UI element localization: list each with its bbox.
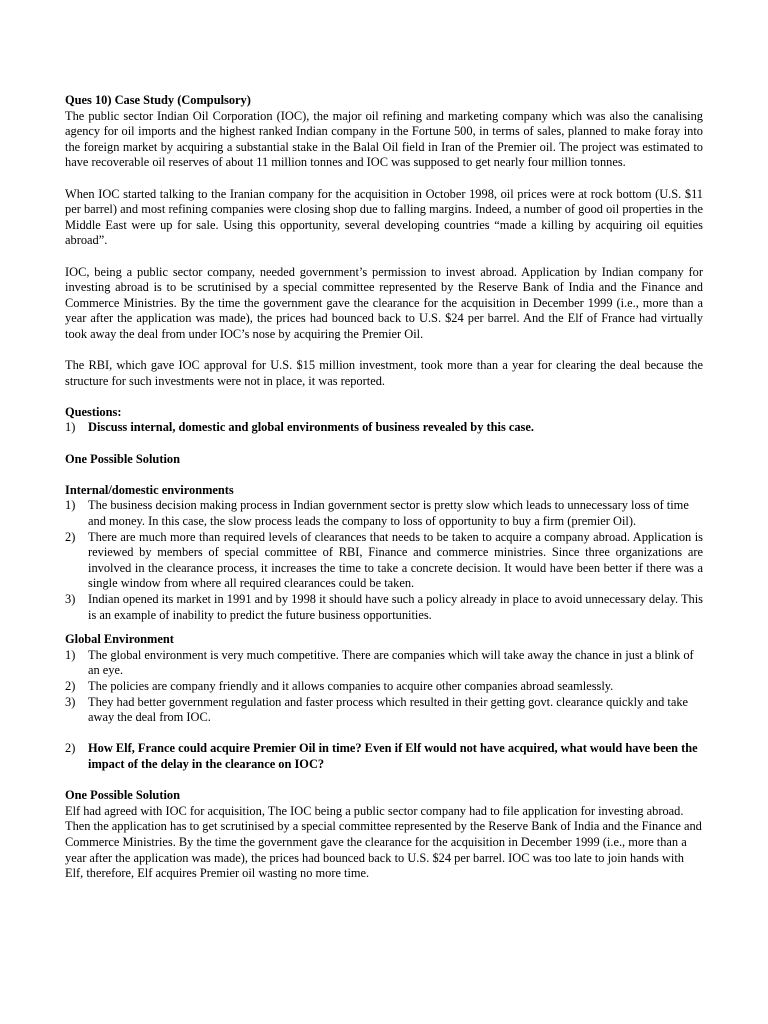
internal-item-2-text: There are much more than required levels of clearances that needs to be taken to acquire a company abroad. Application is reviewed by members of special committee of RBI, Finance and commerce ministries. Since three organizations are involved in the clearance process, it increases the time to take a concrete decision. It would have been better if there was a single window from where all required clearances could be taken. xyxy=(88,529,703,591)
case-paragraph-2: When IOC started talking to the Iranian company for the acquisition in October 1998, oil prices were at rock bottom (U.S. $11 per barrel) and most refining companies were closing shop due to falling margins. Indeed, a number of good oil properties in the Middle East were up for sale. Using this opportunity, several developing countries “made a killing by acquiring oil equities abroad”. xyxy=(65,186,703,248)
case-paragraph-4: The RBI, which gave IOC approval for U.S. $15 million investment, took more than a year for clearing the deal because the structure for such investments were not in place, it was reported. xyxy=(65,358,703,388)
question-10-title: Ques 10) Case Study (Compulsory) xyxy=(65,93,251,107)
case-paragraph-1: The public sector Indian Oil Corporation (IOC), the major oil refining and marketing company which was also the canalising agency for oil imports and the highest ranked Indian company in the Fortune 500, in terms of sales, planned to make foray into the foreign market by acquiring a substantial stake in the Balal Oil field in Iran of the Premier oil. The project was estimated to have recoverable oil reserves of about 11 million tonnes and IOC was supposed to get nearly four million tonnes. xyxy=(65,108,703,170)
global-item-3-text: They had better government regulation and faster process which resulted in their getting govt. clearance quickly and take away the deal from IOC. xyxy=(88,694,689,725)
document-page xyxy=(65,93,703,882)
global-item-1-text: The global environment is very much competitive. There are companies which will take away the chance in just a blink of an eye. xyxy=(88,647,694,678)
global-item-3-number: 3) xyxy=(65,694,76,709)
question-1-text: Discuss internal, domestic and global environments of business revealed by this case. xyxy=(88,420,534,435)
global-item-3 xyxy=(65,695,703,726)
solution-2-heading: One Possible Solution xyxy=(65,788,180,803)
case-paragraph-3: IOC, being a public sector company, needed government’s permission to invest abroad. Application by Indian company for investing abroad is to be scrutinised by a special committee represented by the Reserve Bank of India and the Finance and Commerce Ministries. By the time the government gave the clearance for the acquisition in December 1999 (i.e., more than a year after the application was made), the prices had bounced back to U.S. $24 per barrel. And the Elf of France had virtually took away the deal from under IOC’s nose by acquiring the Premier Oil. xyxy=(65,264,703,341)
internal-item-3-text: Indian opened its market in 1991 and by 1998 it should have such a policy already in place to avoid unnecessary delay. This is an example of inability to predict the future business opportunities. xyxy=(88,592,703,622)
question-1-number: 1) xyxy=(65,420,76,435)
internal-item-1 xyxy=(65,498,703,529)
question-2-text: How Elf, France could acquire Premier Oil in time? Even if Elf would not have acquired, what would have been the impact of the delay in the clearance on IOC? xyxy=(88,741,698,771)
internal-item-2 xyxy=(65,530,703,592)
global-item-2-number: 2) xyxy=(65,678,76,693)
internal-item-1-number: 1) xyxy=(65,498,76,513)
internal-item-3 xyxy=(65,592,703,623)
questions-heading: Questions: xyxy=(65,404,122,419)
internal-item-2-number: 2) xyxy=(65,529,76,544)
question-2 xyxy=(65,741,703,772)
question-1 xyxy=(65,420,703,436)
internal-item-3-number: 3) xyxy=(65,592,76,606)
global-item-1 xyxy=(65,648,703,679)
global-item-2-text: The policies are company friendly and it allows companies to acquire other companies abroad seamlessly. xyxy=(88,678,614,693)
global-item-2 xyxy=(65,679,703,695)
question-2-number: 2) xyxy=(65,741,76,756)
global-item-1-number: 1) xyxy=(65,647,76,662)
solution-1-heading: One Possible Solution xyxy=(65,451,180,466)
solution-2-text: Elf had agreed with IOC for acquisition, The IOC being a public sector company had to file application for investing abroad. Then the application has to get scrutinised by a special committee represented by the Reserve Bank of India and the Finance and Commerce Ministries. By the time the government gave the clearance for the acquisition in December 1999 (i.e., more than a year after the application was made), the prices had bounced back to U.S. $24 per barrel. IOC was too late to join hands with Elf, therefore, Elf acquires Premier oil wasting no more time. xyxy=(65,803,702,881)
internal-item-1-text: The business decision making process in Indian government sector is pretty slow which leads to unnecessary loss of time and money. In this case, the slow process leads the company to loss of opportunity to buy a firm (premier Oil). xyxy=(88,498,689,529)
global-heading: Global Environment xyxy=(65,632,174,647)
internal-heading: Internal/domestic environments xyxy=(65,482,234,497)
